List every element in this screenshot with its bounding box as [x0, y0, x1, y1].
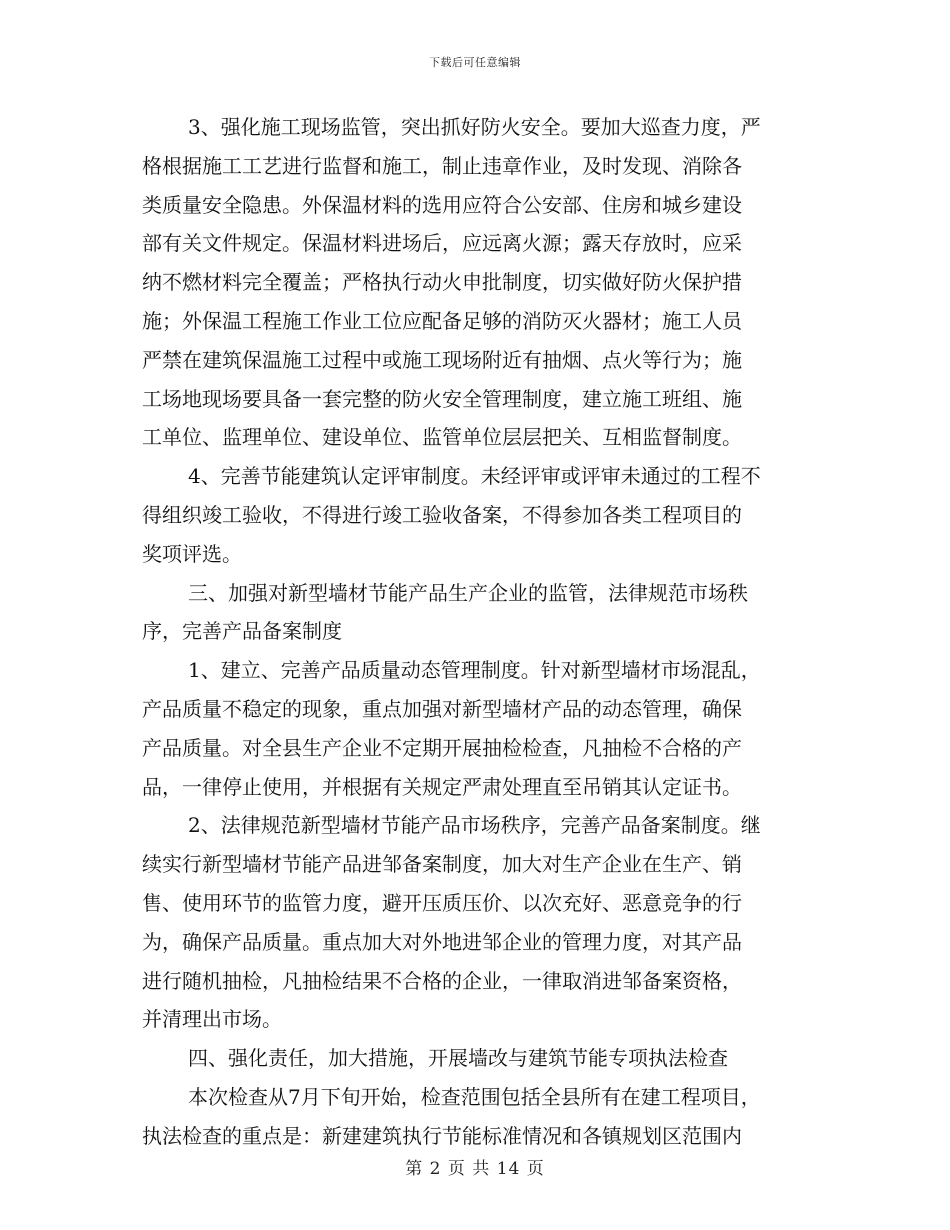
body-line: 严禁在建筑保温施工过程中或施工现场附近有抽烟、点火等行为；施 — [142, 347, 742, 372]
body-line: 序，完善产品备案制度 — [142, 619, 342, 644]
body-line: 产品质量。对全县生产企业不定期开展抽检检查，凡抽检不合格的产 — [142, 735, 742, 760]
body-line: 纳不燃材料完全覆盖；严格执行动火申批制度，切实做好防火保护措 — [142, 270, 742, 295]
body-line: 1、建立、完善产品质量动态管理制度。针对新型墙材市场混乱， — [188, 658, 761, 683]
body-line: 2、法律规范新型墙材节能产品市场秩序，完善产品备案制度。继 — [188, 813, 761, 838]
body-line: 续实行新型墙材节能产品进邹备案制度，加大对生产企业在生产、销 — [142, 852, 742, 877]
body-line: 进行随机抽检，凡抽检结果不合格的企业，一律取消进邹备案资格， — [142, 968, 742, 993]
body-line: 产品质量不稳定的现象，重点加强对新型墙材产品的动态管理，确保 — [142, 696, 742, 721]
body-line: 为，确保产品质量。重点加大对外地进邹企业的管理力度，对其产品 — [142, 929, 742, 954]
body-line: 部有关文件规定。保温材料进场后，应远离火源；露天存放时，应采 — [142, 231, 742, 256]
body-line: 执法检查的重点是：新建建筑执行节能标准情况和各镇规划区范围内 — [142, 1123, 742, 1148]
body-line: 4、完善节能建筑认定评审制度。未经评审或评审未通过的工程不 — [188, 464, 761, 489]
page-footer: 第 2 页 共 14 页 — [405, 1159, 545, 1179]
body-line: 本次检查从7月下旬开始，检查范围包括全县所有在建工程项目， — [188, 1084, 761, 1109]
body-line: 三、加强对新型墙材节能产品生产企业的监管，法律规范市场秩 — [188, 580, 748, 605]
body-line: 格根据施工工艺进行监督和施工，制止违章作业，及时发现、消除各 — [142, 153, 742, 178]
body-line: 3、强化施工现场监管，突出抓好防火安全。要加大巡查力度，严 — [188, 115, 761, 139]
body-line: 品，一律停止使用，并根据有关规定严肃处理直至吊销其认定证书。 — [142, 774, 742, 799]
body-line: 工场地现场要具备一套完整的防火安全管理制度，建立施工班组、施 — [142, 386, 742, 411]
body-line: 类质量安全隐患。外保温材料的选用应符合公安部、住房和城乡建设 — [142, 192, 742, 217]
page-header: 下载后可任意编辑 — [429, 56, 521, 69]
document-body — [142, 108, 810, 1156]
body-line: 四、强化责任，加大措施，开展墙改与建筑节能专项执法检查 — [188, 1046, 728, 1071]
body-line: 得组织竣工验收，不得进行竣工验收备案，不得参加各类工程项目的 — [142, 502, 742, 527]
body-line: 奖项评选。 — [142, 541, 242, 566]
body-line: 售、使用环节的监管力度，避开压质压价、以次充好、恶意竞争的行 — [142, 890, 742, 915]
body-line: 施；外保温工程施工作业工位应配备足够的消防灭火器材；施工人员 — [142, 308, 742, 333]
body-line: 工单位、监理单位、建设单位、监管单位层层把关、互相监督制度。 — [142, 425, 742, 450]
body-line: 并清理出市场。 — [142, 1007, 282, 1032]
